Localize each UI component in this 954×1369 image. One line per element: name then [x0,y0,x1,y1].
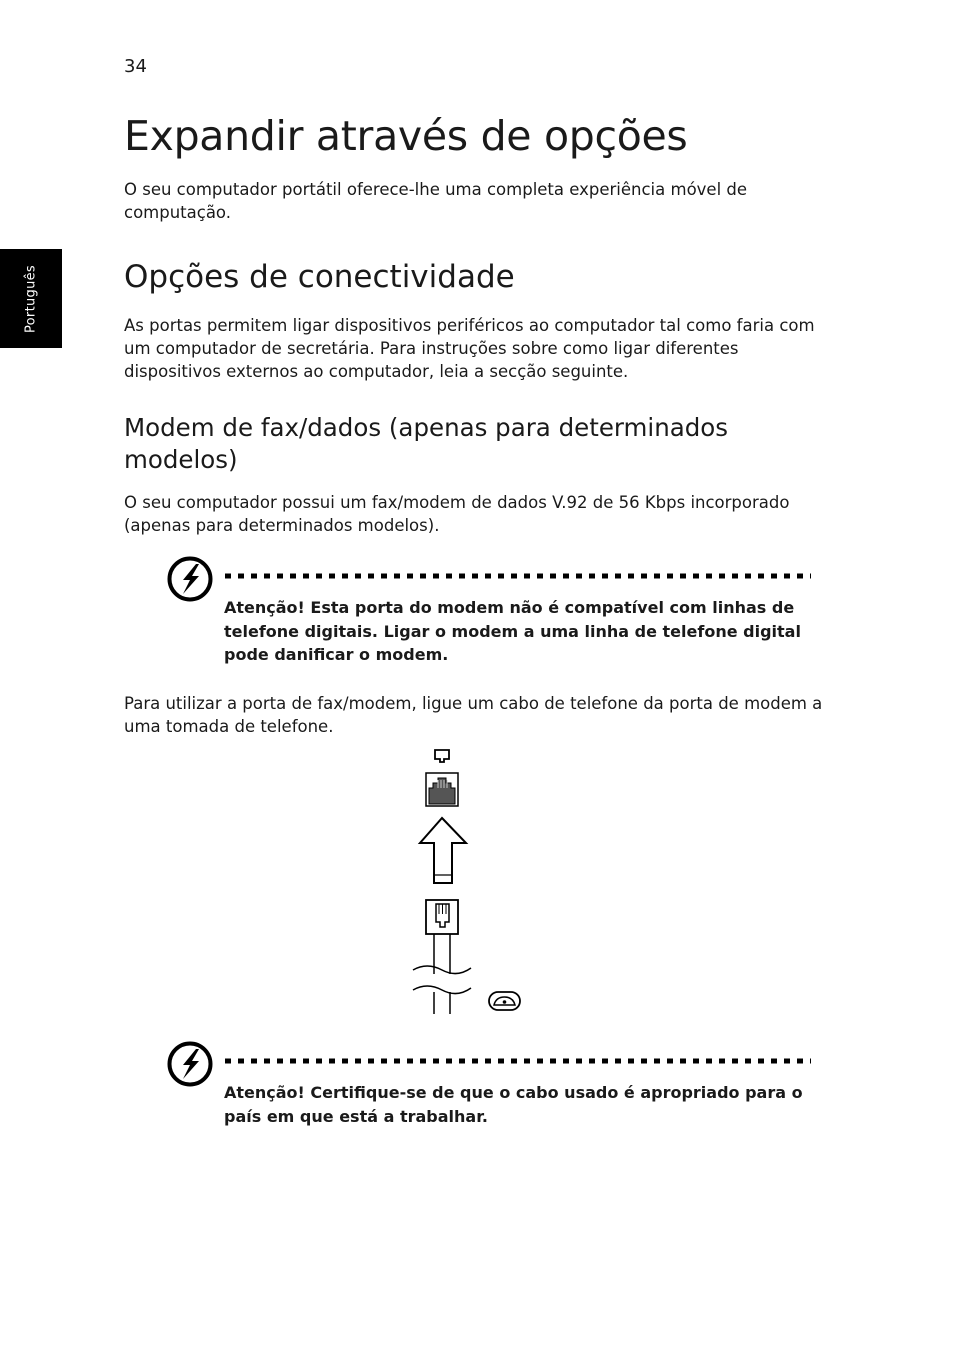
section-title: Opções de conectividade [124,259,515,295]
warning-divider [225,1058,811,1064]
language-side-tab-label: Português [23,265,39,333]
modem-port-icon [435,750,449,762]
warning-lightning-icon [166,555,214,603]
warning-text-cable: Atenção! Certifique-se de que o cabo usado é apropriado para o país em que está a trabalhar. [224,1083,803,1126]
subsection-title: Modem de fax/dados (apenas para determinados modelos) [124,413,729,474]
page-title: Expandir através de opções [124,112,688,160]
instruction-paragraph: Para utilizar a porta de fax/modem, ligue um cabo de telefone da porta de modem a uma tomada de telefone. [124,694,823,736]
phone-cable-icon [413,934,471,1014]
section-paragraph: As portas permitem ligar dispositivos periféricos ao computador tal como faria com um computador de secretária. Para instruções sobre como ligar diferentes dispositivos externos ao computador, leia a secção seguinte. [124,316,815,381]
warning-text-modem: Atenção! Esta porta do modem não é compatível com linhas de telefone digitais. Ligar o modem a uma linha de telefone digital pode danificar o modem. [224,598,801,664]
modem-connection-diagram [405,744,535,1019]
language-side-tab [0,249,62,348]
subsection-paragraph: O seu computador possui um fax/modem de dados V.92 de 56 Kbps incorporado (apenas para determinados modelos). [124,493,790,535]
page-number: 34 [124,56,147,77]
intro-paragraph: O seu computador portátil oferece-lhe uma completa experiência móvel de computação. [124,180,748,222]
rj11-plug-icon [426,900,458,934]
warning-divider [225,573,811,579]
rj11-jack-icon [426,773,458,806]
telephone-icon [489,992,520,1010]
warning-lightning-icon [166,1040,214,1088]
arrow-up-icon [420,818,466,883]
